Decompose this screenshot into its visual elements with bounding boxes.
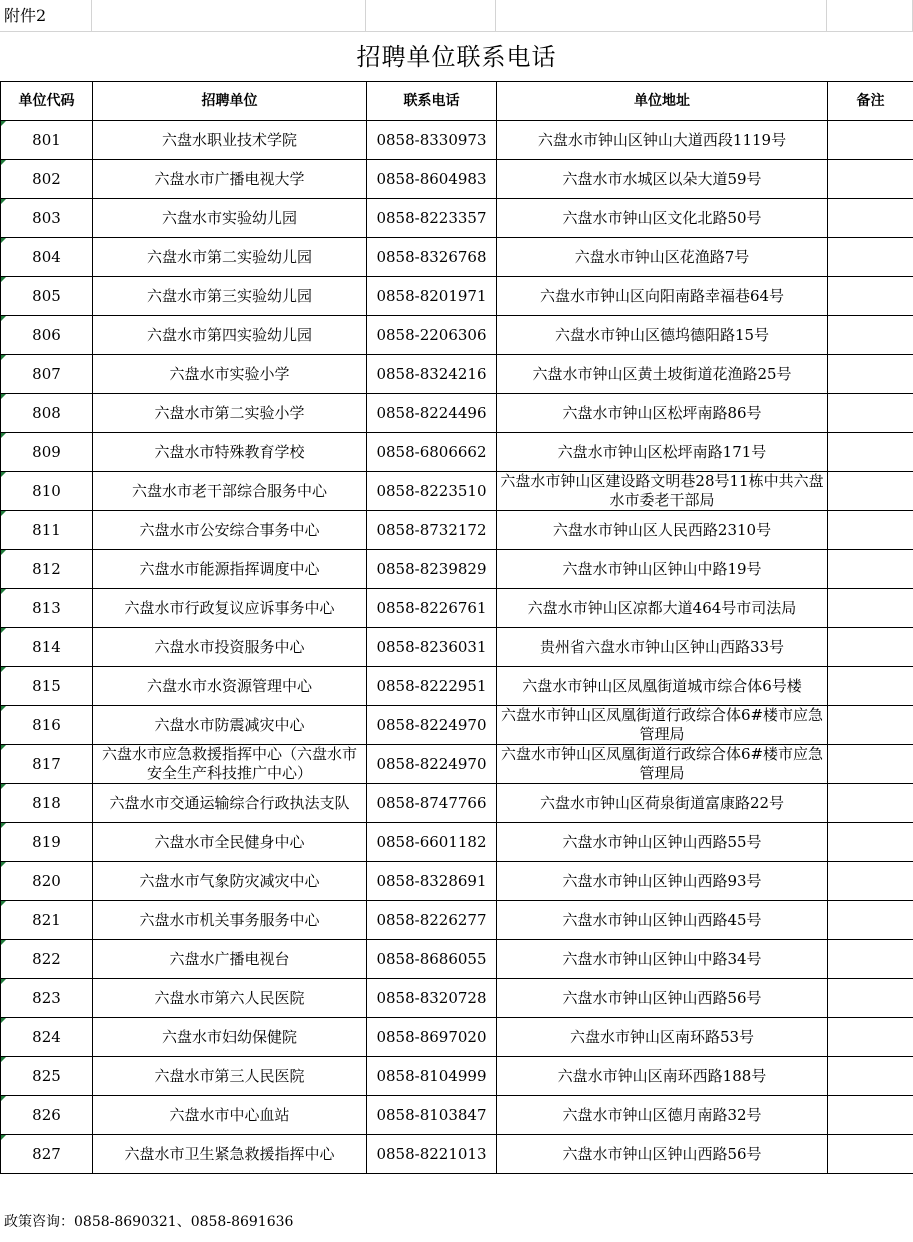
cell-unit[interactable]: 六盘水市公安综合事务中心 — [93, 511, 367, 550]
cell-note[interactable] — [828, 1057, 913, 1096]
cell-code[interactable]: 819 — [1, 823, 93, 862]
header-address[interactable]: 单位地址 — [497, 82, 828, 121]
cell-address[interactable]: 六盘水市钟山区钟山大道西段1119号 — [497, 121, 828, 160]
cell-phone[interactable]: 0858-8201971 — [367, 277, 497, 316]
table-row — [1, 940, 913, 979]
cell-note[interactable] — [828, 589, 913, 628]
cell-unit[interactable]: 六盘水市行政复议应诉事务中心 — [93, 589, 367, 628]
table-row — [1, 667, 913, 706]
cell-code[interactable]: 803 — [1, 199, 93, 238]
table-row — [1, 316, 913, 355]
header-phone[interactable]: 联系电话 — [367, 82, 497, 121]
cell-address[interactable]: 六盘水市钟山区钟山中路34号 — [497, 940, 828, 979]
table-row — [1, 706, 913, 745]
table-row — [1, 277, 913, 316]
cell-note[interactable] — [828, 628, 913, 667]
contact-table — [0, 81, 913, 1174]
cell-phone[interactable]: 0858-8324216 — [367, 355, 497, 394]
cell-unit[interactable]: 六盘水市中心血站 — [93, 1096, 367, 1135]
table-row — [1, 511, 913, 550]
cell-code[interactable]: 821 — [1, 901, 93, 940]
cell-unit[interactable]: 六盘水市实验幼儿园 — [93, 199, 367, 238]
cell-phone[interactable]: 0858-8732172 — [367, 511, 497, 550]
cell-note[interactable] — [828, 862, 913, 901]
cell-code[interactable]: 811 — [1, 511, 93, 550]
cell-code[interactable]: 817 — [1, 745, 93, 784]
cell-note[interactable] — [828, 667, 913, 706]
cell-code[interactable]: 809 — [1, 433, 93, 472]
cell-code[interactable]: 818 — [1, 784, 93, 823]
cell-code[interactable]: 812 — [1, 550, 93, 589]
cell-unit[interactable]: 六盘水职业技术学院 — [93, 121, 367, 160]
cell-phone[interactable]: 0858-8104999 — [367, 1057, 497, 1096]
cell-address[interactable]: 六盘水市钟山区凉都大道464号市司法局 — [497, 589, 828, 628]
cell-unit[interactable]: 六盘水市实验小学 — [93, 355, 367, 394]
cell-note[interactable] — [828, 316, 913, 355]
table-row — [1, 901, 913, 940]
cell-code[interactable]: 827 — [1, 1135, 93, 1174]
cell-note[interactable] — [828, 121, 913, 160]
cell-unit[interactable]: 六盘水市能源指挥调度中心 — [93, 550, 367, 589]
cell-note[interactable] — [828, 394, 913, 433]
cell-address[interactable]: 六盘水市钟山区钟山中路19号 — [497, 550, 828, 589]
cell-address[interactable]: 六盘水市钟山区德月南路32号 — [497, 1096, 828, 1135]
table-row — [1, 160, 913, 199]
cell-phone[interactable]: 0858-8320728 — [367, 979, 497, 1018]
table-row — [1, 394, 913, 433]
annex-label: 附件2 — [4, 6, 47, 25]
table-row — [1, 121, 913, 160]
cell-unit[interactable]: 六盘水市特殊教育学校 — [93, 433, 367, 472]
cell-phone[interactable]: 0858-6806662 — [367, 433, 497, 472]
cell-phone[interactable]: 0858-8330973 — [367, 121, 497, 160]
cell-address[interactable]: 六盘水市钟山区建设路文明巷28号11栋中共六盘水市委老干部局 — [497, 472, 828, 511]
cell-unit[interactable]: 六盘水市交通运输综合行政执法支队 — [93, 784, 367, 823]
cell-code[interactable]: 810 — [1, 472, 93, 511]
cell-note[interactable] — [828, 238, 913, 277]
cell-note[interactable] — [828, 979, 913, 1018]
cell-unit[interactable]: 六盘水市卫生紧急救援指挥中心 — [93, 1135, 367, 1174]
header-code[interactable]: 单位代码 — [1, 82, 93, 121]
cell-unit[interactable]: 六盘水市第二实验小学 — [93, 394, 367, 433]
table-row — [1, 1057, 913, 1096]
grid-cell[interactable] — [827, 0, 913, 32]
table-row — [1, 199, 913, 238]
cell-unit[interactable]: 六盘水市投资服务中心 — [93, 628, 367, 667]
policy-consult-footer: 政策咨询：0858-8690321、0858-8691636 — [4, 1214, 294, 1230]
cell-unit[interactable]: 六盘水市第三人民医院 — [93, 1057, 367, 1096]
cell-phone[interactable]: 0858-8604983 — [367, 160, 497, 199]
cell-address[interactable]: 六盘水市钟山区花渔路7号 — [497, 238, 828, 277]
cell-code[interactable]: 816 — [1, 706, 93, 745]
cell-phone[interactable]: 0858-8747766 — [367, 784, 497, 823]
cell-code[interactable]: 802 — [1, 160, 93, 199]
cell-phone[interactable]: 0858-8328691 — [367, 862, 497, 901]
grid-cell[interactable] — [366, 0, 496, 32]
cell-phone[interactable]: 0858-8226761 — [367, 589, 497, 628]
cell-unit[interactable]: 六盘水市机关事务服务中心 — [93, 901, 367, 940]
cell-note[interactable] — [828, 199, 913, 238]
cell-phone[interactable]: 0858-8239829 — [367, 550, 497, 589]
cell-address[interactable]: 六盘水市钟山区人民西路2310号 — [497, 511, 828, 550]
cell-address[interactable]: 六盘水市钟山区黄土坡街道花渔路25号 — [497, 355, 828, 394]
cell-unit[interactable]: 六盘水市全民健身中心 — [93, 823, 367, 862]
cell-code[interactable]: 813 — [1, 589, 93, 628]
cell-phone[interactable]: 0858-8697020 — [367, 1018, 497, 1057]
table-row — [1, 472, 913, 511]
cell-unit[interactable]: 六盘水市气象防灾减灾中心 — [93, 862, 367, 901]
cell-code[interactable]: 805 — [1, 277, 93, 316]
cell-note[interactable] — [828, 550, 913, 589]
cell-code[interactable]: 815 — [1, 667, 93, 706]
cell-note[interactable] — [828, 472, 913, 511]
cell-address[interactable]: 六盘水市钟山区凤凰街道城市综合体6号楼 — [497, 667, 828, 706]
table-row — [1, 1096, 913, 1135]
cell-address[interactable]: 六盘水市钟山区松坪南路171号 — [497, 433, 828, 472]
cell-address[interactable]: 六盘水市钟山区荷泉街道富康路22号 — [497, 784, 828, 823]
table-row — [1, 745, 913, 784]
cell-phone[interactable]: 0858-8222951 — [367, 667, 497, 706]
table-header-row — [1, 82, 913, 121]
cell-address[interactable]: 六盘水市钟山区钟山西路93号 — [497, 862, 828, 901]
cell-note[interactable] — [828, 745, 913, 784]
header-note[interactable]: 备注 — [828, 82, 913, 121]
cell-note[interactable] — [828, 823, 913, 862]
cell-phone[interactable]: 0858-6601182 — [367, 823, 497, 862]
header-unit[interactable]: 招聘单位 — [93, 82, 367, 121]
cell-address[interactable]: 六盘水市钟山区文化北路50号 — [497, 199, 828, 238]
cell-unit[interactable]: 六盘水市第二实验幼儿园 — [93, 238, 367, 277]
table-row — [1, 979, 913, 1018]
cell-address[interactable]: 六盘水市钟山区南环路53号 — [497, 1018, 828, 1057]
cell-unit[interactable]: 六盘水市第四实验幼儿园 — [93, 316, 367, 355]
cell-note[interactable] — [828, 706, 913, 745]
cell-phone[interactable]: 0858-8103847 — [367, 1096, 497, 1135]
cell-address[interactable]: 六盘水市钟山区松坪南路86号 — [497, 394, 828, 433]
cell-phone[interactable]: 0858-8226277 — [367, 901, 497, 940]
cell-address[interactable]: 六盘水市钟山区钟山西路55号 — [497, 823, 828, 862]
cell-phone[interactable]: 0858-8224970 — [367, 745, 497, 784]
cell-code[interactable]: 804 — [1, 238, 93, 277]
cell-address[interactable]: 六盘水市钟山区向阳南路幸福巷64号 — [497, 277, 828, 316]
cell-address[interactable]: 六盘水市钟山区钟山西路45号 — [497, 901, 828, 940]
cell-code[interactable]: 814 — [1, 628, 93, 667]
cell-unit[interactable]: 六盘水市妇幼保健院 — [93, 1018, 367, 1057]
table-row — [1, 628, 913, 667]
table-row — [1, 433, 913, 472]
cell-address[interactable]: 六盘水市水城区以朵大道59号 — [497, 160, 828, 199]
cell-code[interactable]: 822 — [1, 940, 93, 979]
table-row — [1, 1018, 913, 1057]
cell-unit[interactable]: 六盘水市老干部综合服务中心 — [93, 472, 367, 511]
cell-note[interactable] — [828, 1135, 913, 1174]
cell-unit[interactable]: 六盘水市第六人民医院 — [93, 979, 367, 1018]
cell-phone[interactable]: 0858-8223510 — [367, 472, 497, 511]
cell-phone[interactable]: 0858-2206306 — [367, 316, 497, 355]
cell-phone[interactable]: 0858-8224970 — [367, 706, 497, 745]
header-grid-row — [0, 0, 913, 32]
cell-note[interactable] — [828, 1096, 913, 1135]
cell-code[interactable]: 826 — [1, 1096, 93, 1135]
cell-phone[interactable]: 0858-8686055 — [367, 940, 497, 979]
cell-note[interactable] — [828, 511, 913, 550]
table-row — [1, 238, 913, 277]
table-row — [1, 355, 913, 394]
grid-cell[interactable] — [496, 0, 827, 32]
cell-code[interactable]: 823 — [1, 979, 93, 1018]
cell-code[interactable]: 801 — [1, 121, 93, 160]
cell-phone[interactable]: 0858-8236031 — [367, 628, 497, 667]
cell-code[interactable]: 807 — [1, 355, 93, 394]
cell-phone[interactable]: 0858-8221013 — [367, 1135, 497, 1174]
cell-phone[interactable]: 0858-8326768 — [367, 238, 497, 277]
table-row — [1, 550, 913, 589]
table-row — [1, 589, 913, 628]
cell-unit[interactable]: 六盘水市应急救援指挥中心（六盘水市安全生产科技推广中心） — [93, 745, 367, 784]
cell-code[interactable]: 808 — [1, 394, 93, 433]
cell-note[interactable] — [828, 1018, 913, 1057]
page-title: 招聘单位联系电话 — [356, 43, 557, 71]
cell-address[interactable]: 六盘水市钟山区凤凰街道行政综合体6#楼市应急管理局 — [497, 745, 828, 784]
cell-address[interactable]: 贵州省六盘水市钟山区钟山西路33号 — [497, 628, 828, 667]
cell-note[interactable] — [828, 784, 913, 823]
cell-code[interactable]: 824 — [1, 1018, 93, 1057]
cell-note[interactable] — [828, 433, 913, 472]
table-row — [1, 862, 913, 901]
cell-note[interactable] — [828, 160, 913, 199]
cell-unit[interactable]: 六盘水市第三实验幼儿园 — [93, 277, 367, 316]
cell-unit[interactable]: 六盘水市广播电视大学 — [93, 160, 367, 199]
cell-address[interactable]: 六盘水市钟山区德坞德阳路15号 — [497, 316, 828, 355]
table-row — [1, 784, 913, 823]
cell-address[interactable]: 六盘水市钟山区钟山西路56号 — [497, 1135, 828, 1174]
cell-unit[interactable]: 六盘水市防震减灾中心 — [93, 706, 367, 745]
cell-address[interactable]: 六盘水市钟山区凤凰街道行政综合体6#楼市应急管理局 — [497, 706, 828, 745]
cell-unit[interactable]: 六盘水广播电视台 — [93, 940, 367, 979]
cell-address[interactable]: 六盘水市钟山区南环西路188号 — [497, 1057, 828, 1096]
grid-cell[interactable] — [92, 0, 366, 32]
cell-code[interactable]: 820 — [1, 862, 93, 901]
cell-unit[interactable]: 六盘水市水资源管理中心 — [93, 667, 367, 706]
table-row — [1, 823, 913, 862]
cell-note[interactable] — [828, 355, 913, 394]
table-row — [1, 1135, 913, 1174]
cell-code[interactable]: 806 — [1, 316, 93, 355]
cell-note[interactable] — [828, 901, 913, 940]
cell-note[interactable] — [828, 940, 913, 979]
cell-code[interactable]: 825 — [1, 1057, 93, 1096]
cell-note[interactable] — [828, 277, 913, 316]
cell-phone[interactable]: 0858-8223357 — [367, 199, 497, 238]
cell-phone[interactable]: 0858-8224496 — [367, 394, 497, 433]
cell-address[interactable]: 六盘水市钟山区钟山西路56号 — [497, 979, 828, 1018]
